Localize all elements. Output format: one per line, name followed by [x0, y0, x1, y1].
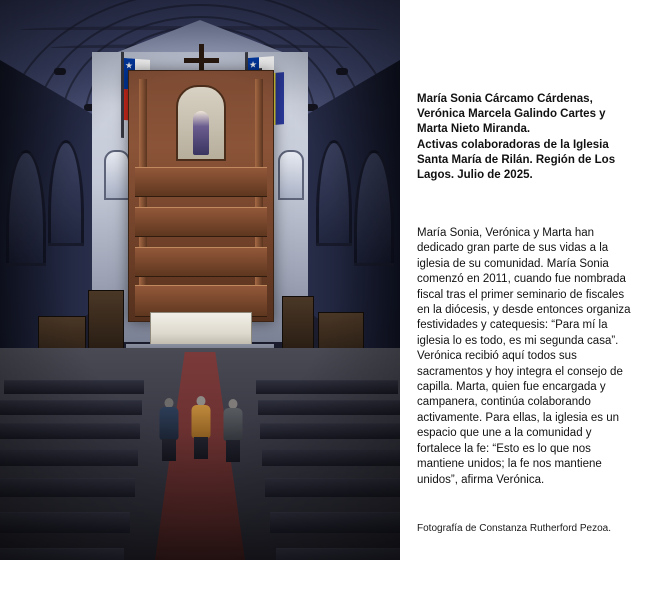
pew-right-5 — [265, 478, 400, 497]
retablo-tier-1 — [135, 167, 267, 197]
person-legs — [226, 440, 240, 462]
altar-table — [150, 312, 252, 348]
person-maria-sonia — [158, 398, 180, 462]
sanctuary-window-right — [278, 150, 304, 200]
retablo-altarpiece — [128, 70, 274, 322]
person-body — [160, 407, 179, 440]
pew-left-4 — [0, 449, 138, 466]
person-legs — [162, 439, 176, 461]
pew-left-3 — [0, 423, 140, 439]
person-marta — [222, 399, 244, 462]
saint-statue — [193, 111, 209, 155]
saint-niche — [176, 85, 226, 161]
retablo-tier-3 — [135, 247, 267, 277]
caption-column — [417, 0, 641, 600]
pew-left-2 — [0, 400, 142, 415]
flag-pole-left — [121, 52, 124, 138]
lectern-right — [282, 296, 314, 356]
pew-right-1 — [256, 380, 398, 394]
headline-line-5: Santa María de Rilán. Región de Los — [417, 153, 616, 166]
sanctuary-window-left — [104, 150, 130, 200]
caption-headline — [417, 92, 631, 183]
retablo-tier-2 — [135, 207, 267, 237]
pew-left-5 — [0, 478, 135, 497]
pew-right-6 — [270, 512, 400, 533]
pew-right-7 — [276, 548, 400, 560]
headline-line-2: Verónica Marcela Galindo Cartes y — [417, 108, 606, 121]
confessional-left — [88, 290, 124, 356]
pew-right-4 — [262, 449, 400, 466]
headline-line-3: Marta Nieto Miranda. — [417, 123, 531, 136]
ceiling-lamp-right — [336, 68, 348, 75]
pew-left-1 — [4, 380, 144, 394]
cross-horizontal — [184, 58, 219, 63]
headline-line-4: Activas colaboradoras de la Iglesia — [417, 138, 609, 151]
pew-right-2 — [258, 400, 400, 415]
headline-line-6: Lagos. Julio de 2025. — [417, 169, 533, 182]
headline-line-1: María Sonia Cárcamo Cárdenas, — [417, 93, 593, 105]
pew-left-6 — [0, 512, 130, 533]
person-veronica — [190, 396, 212, 462]
person-legs — [194, 437, 208, 459]
pew-left-7 — [0, 548, 124, 560]
caption-body-text: María Sonia, Verónica y Marta han dedicado gran parte de sus vidas a la iglesia de su comunidad. María Sonia comenzó en 2011, cuando fue nombrada fiscal tras el primer seminario de fiscales en la diócesis, y desde entonces organiza festividades y catequesis: “Para mí la iglesia lo es todo, es mi segunda casa”. Verónica recibió aquí todos sus sacramentos y hoy integra el consejo de capilla. Marta, quien fue encargada y campanera, continúa colaborando activamente. Para ellas, la iglesia es un espacio que une a la comunidad y fortalece la fe: “Esto es lo que nos mantiene unidos; la fe nos mantiene unidos”, afirma Verónica. — [417, 227, 631, 486]
person-body — [192, 405, 211, 438]
pew-right-3 — [260, 423, 400, 439]
person-body — [224, 408, 243, 441]
ceiling-lamp-left — [54, 68, 66, 75]
photo-credit: Fotografía de Constanza Rutherford Pezoa. — [417, 523, 612, 534]
